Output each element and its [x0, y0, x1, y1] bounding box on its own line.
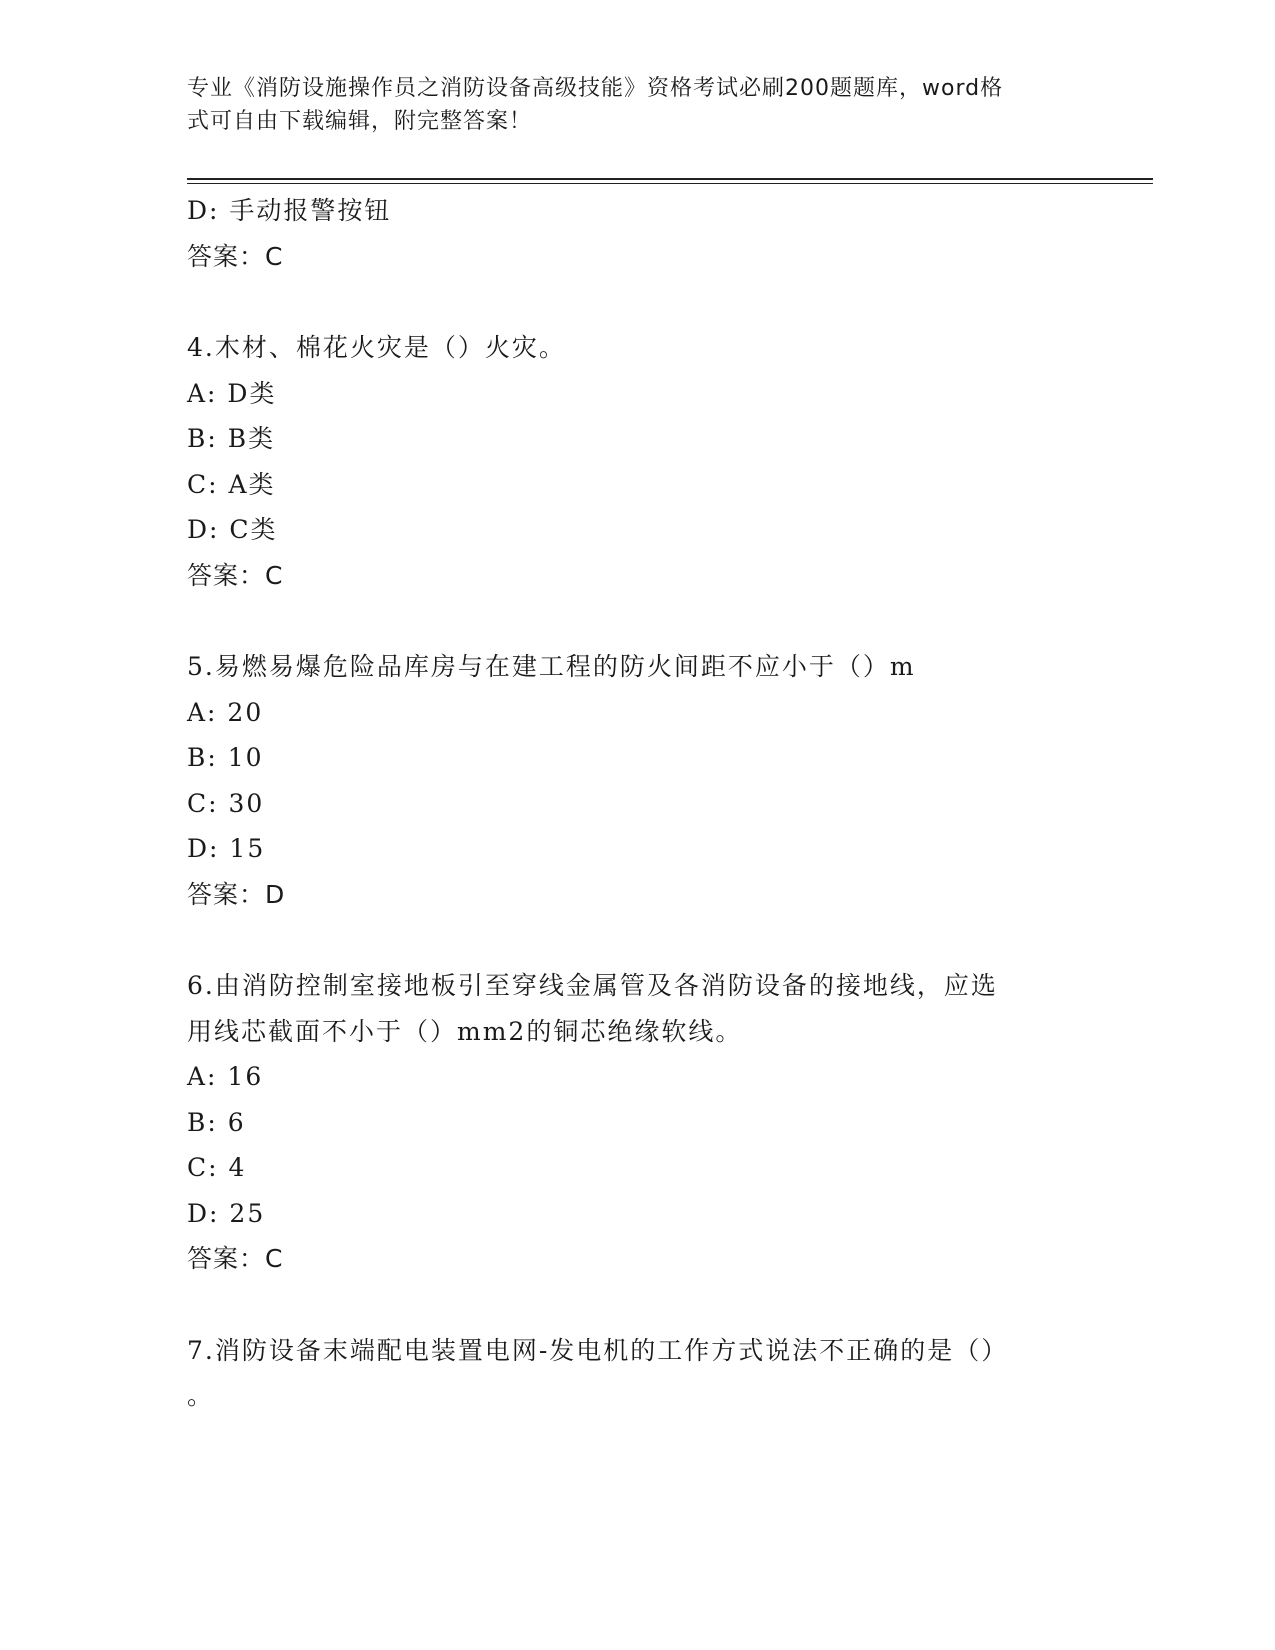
answer-line: 答案：C	[187, 560, 284, 590]
answer-line: 答案：D	[187, 879, 286, 909]
document-body	[187, 188, 1087, 1419]
option-a: A: 20	[187, 697, 264, 727]
option-b: B: B类	[187, 424, 276, 453]
option-a: A: D类	[187, 378, 277, 408]
option-c: C: 4	[187, 1153, 247, 1182]
option-c: C: 30	[187, 788, 265, 818]
question-5	[187, 644, 1087, 917]
option-d: D: 25	[187, 1198, 266, 1228]
spacer	[187, 1282, 1087, 1328]
question-text-line-2: 。	[187, 1381, 215, 1410]
spacer	[187, 279, 1087, 325]
header-divider-thin	[187, 183, 1153, 184]
header-divider-thick	[187, 178, 1153, 180]
question-text: 4.木材、棉花火灾是（）火灾。	[187, 333, 566, 362]
answer-line: 答案：C	[187, 241, 284, 271]
question-text-line-2: 用线芯截面不小于（）mm2的铜芯绝缘软线。	[187, 1016, 743, 1046]
question-text-line-1: 6.由消防控制室接地板引至穿线金属管及各消防设备的接地线，应选	[187, 971, 998, 1000]
question-7	[187, 1328, 1087, 1419]
option-b: B: 10	[187, 743, 264, 772]
question-text-line-1: 7.消防设备末端配电装置电网-发电机的工作方式说法不正确的是（）	[187, 1335, 1009, 1365]
option-c: C: A类	[187, 469, 276, 499]
option-d: D: 15	[187, 834, 266, 863]
question-text: 5.易燃易爆危险品库房与在建工程的防火间距不应小于（）m	[187, 652, 916, 681]
option-d: D: C类	[187, 515, 278, 544]
spacer	[187, 917, 1087, 963]
question-6	[187, 963, 1087, 1282]
document-header	[187, 72, 1087, 138]
option-b: B: 6	[187, 1107, 246, 1137]
option-d: D: 手动报警按钮	[187, 196, 392, 225]
header-line-2: 式可自由下载编辑，附完整答案！	[187, 109, 533, 134]
header-line-1: 专业《消防设施操作员之消防设备高级技能》资格考试必刷200题题库，word格	[187, 76, 1004, 101]
question-4	[187, 325, 1087, 598]
spacer	[187, 598, 1087, 644]
option-a: A: 16	[187, 1062, 264, 1091]
answer-line: 答案：C	[187, 1244, 284, 1273]
